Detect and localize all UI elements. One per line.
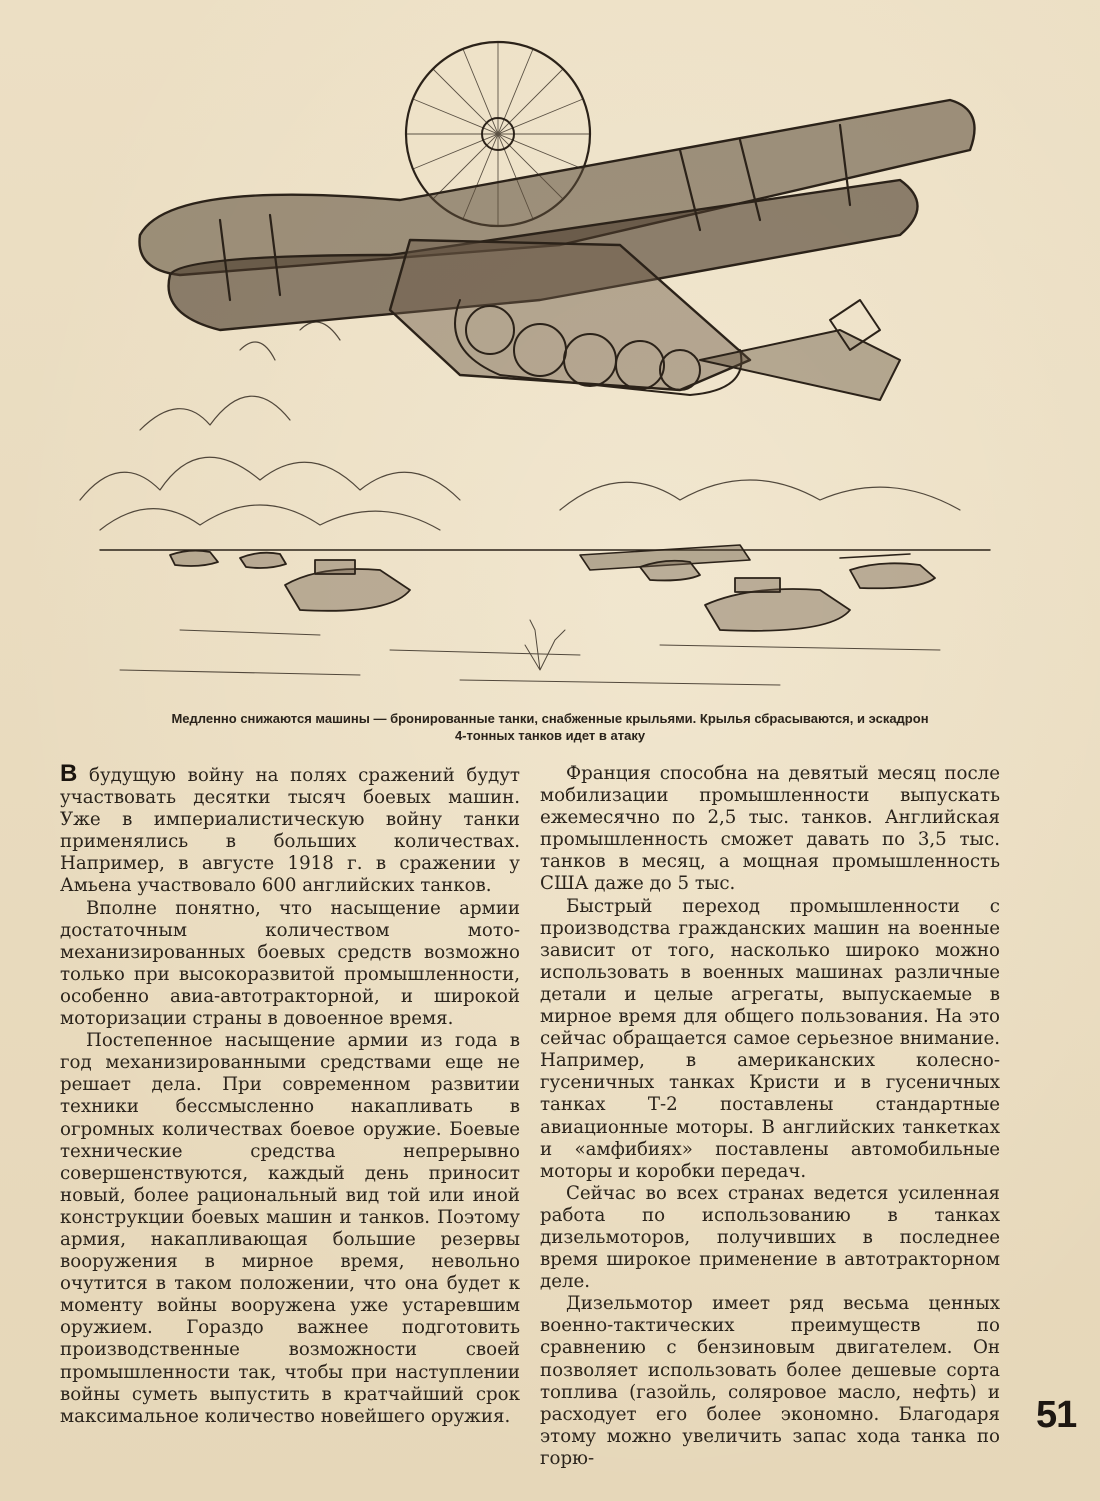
left-paragraph-1-text: будущую войну на полях сражений будут участвовать десятки тысяч боевых машин. Уже в империалистическую войну танки применялись в больших количествах. Например, в августе 1918 г. в сражении у Амьена участвовало 600 английских танков. [60,765,520,897]
right-paragraph-2: Быстрый переход промышленности с производства гражданских машин на военные зависит от того, насколько широко можно использовать в военных машинах различные детали и целые агрегаты, выпускаемые в мирное время для общего пользования. На это сейчас обращается самое серьезное внимание. Например, в американских колесно-гусеничных танках Кристи и в гусеничных танках Т-2 поставлены стандартные авиационные моторы. В английских танкетках и «амфибиях» поставлены автомобильные моторы и коробки передач. [540,895,1000,1182]
left-paragraph-1 [60,760,520,898]
left-column [60,760,520,1428]
caption-line-1: Медленно снижаются машины — бронированные танки, снабженные крыльями. Крылья сбрасываются, и эскадрон [171,711,929,726]
right-column [540,763,1000,1470]
right-paragraph-3: Сейчас во всех странах ведется усиленная работа по использованию в танках дизельмоторов, получивших в последнее время широкое применение в автотракторном деле. [540,1182,1000,1293]
drop-cap: В [60,760,78,787]
page-number: 51 [1036,1394,1077,1436]
left-paragraph-2: Вполне понятно, что насыщение армии достаточным количеством мото-механизированных боевых средств возможно только при высокоразвитой промышленности, особенно авиа-автотракторной, и широкой моторизации страны в довоенное время. [60,897,520,1030]
left-paragraph-3: Постепенное насыщение армии из года в год механизированными средствами еще не решает дела. При современном развитии техники бессмысленно накапливать в огромных количествах боевое оружие. Боевые технические средства непрерывно совершенствуются, каждый день приносит новый, более рациональный вид той или иной конструкции боевых машин и танков. Поэтому армия, накапливающая большие резервы вооружения в мирное время, невольно очутится в таком положении, что она будет к моменту войны вооружена уже устаревшим оружием. Гораздо важнее подготовить производственные возможности своей промышленности так, чтобы при наступлении войны суметь выпустить в кратчайший срок максимальное количество новейшего оружия. [60,1030,520,1427]
right-paragraph-4: Дизельмотор имеет ряд весьма ценных военно-тактических преимуществ по сравнению с бензиновым двигателем. Он позволяет использовать более дешевые сорта топлива (газойль, соляровое масло, нефть) и расходует его более экономно. Благодаря этому можно увеличить запас хода танка по горю- [540,1293,1000,1469]
right-paragraph-1: Франция способна на девятый месяц после мобилизации промышленности выпускать ежемесячно по 2,5 тыс. танков. Английская промышленность сможет давать по 3,5 тыс. танков в месяц, а мощная промышленность США даже до 5 тыс. [540,763,1000,895]
caption-line-2: 4-тонных танков идет в атаку [454,728,646,743]
illustration-caption [70,710,1030,744]
winged-tank-illustration [60,30,1020,700]
